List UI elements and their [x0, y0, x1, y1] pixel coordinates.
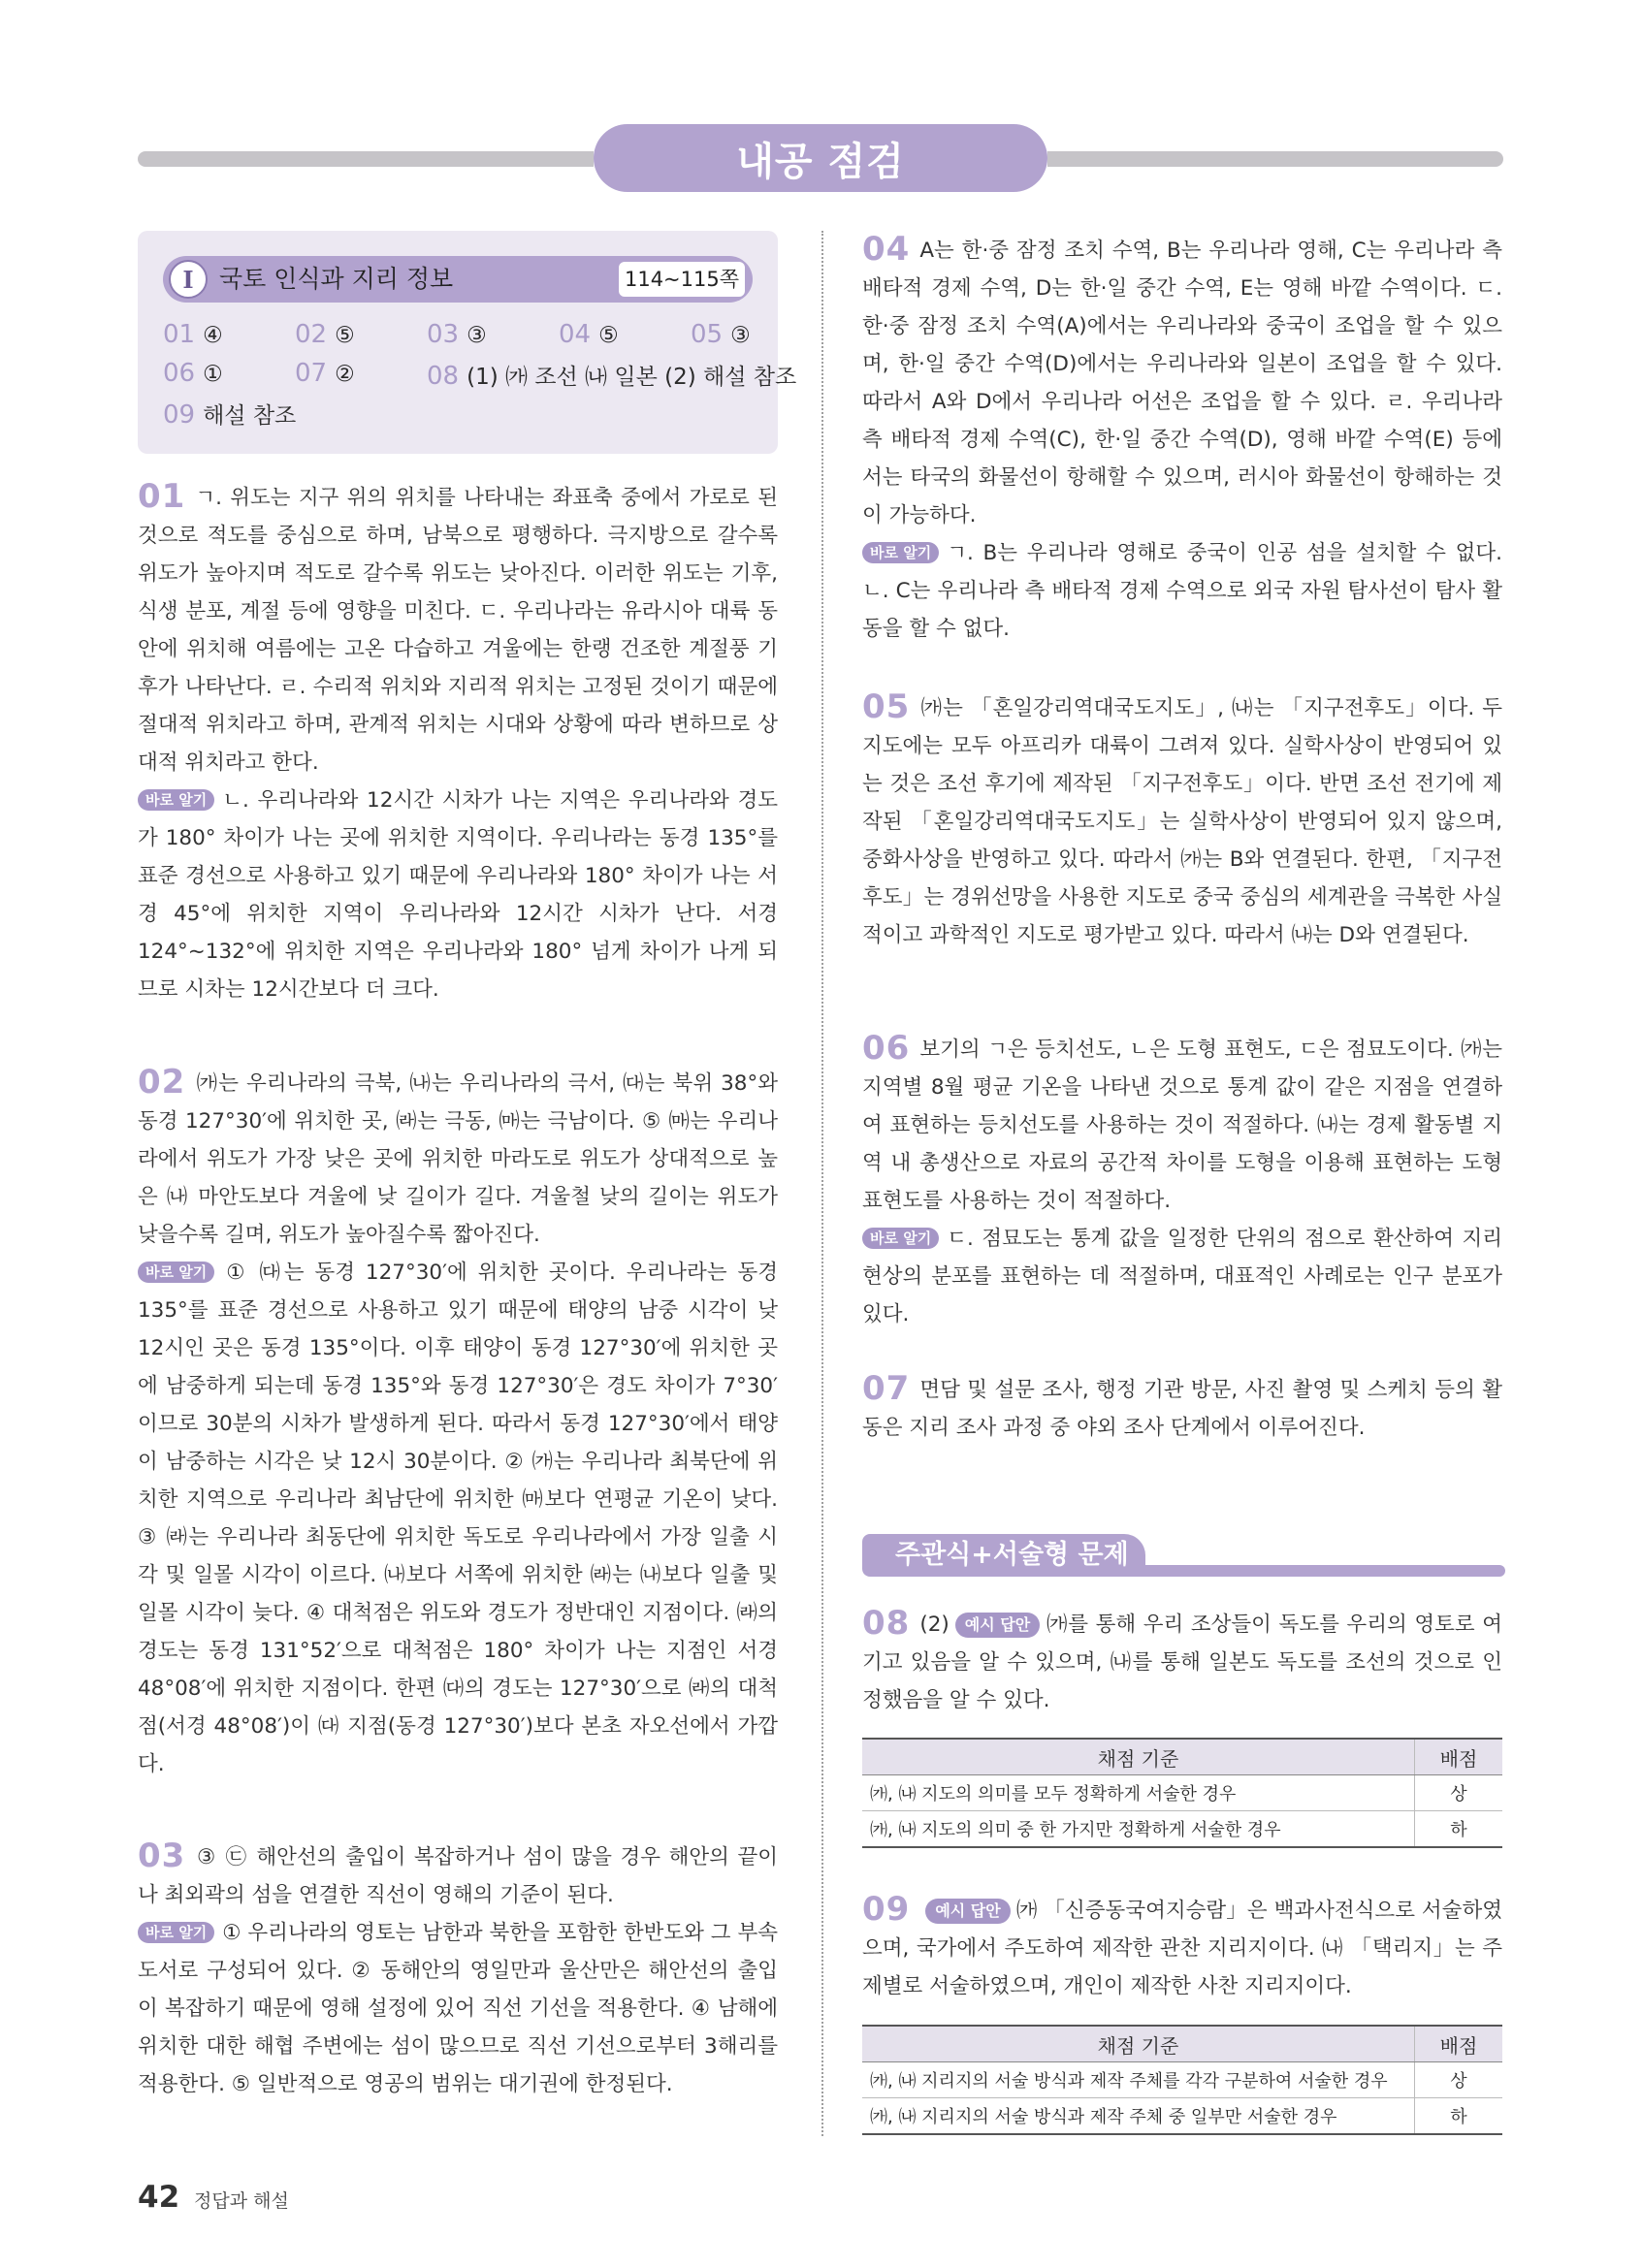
answer-item: 07 ② [295, 359, 355, 388]
explanation-text: A는 한·중 잠정 조치 수역, B는 우리나라 영해, C는 우리나라 측 배타적 경제 수역, D는 한·일 중간 수역, E는 영해 바깥 수역이다. ㄷ. 한·중 잠정 조치 수역(A)에서는 우리나라와 중국이 조업을 할 수 있으며, 한·일 중간 수역(D)에서는 우리나라와 일본이 조업을 할 수 있다. 따라서 A와 D에서 우리나라 어선은 조업을 할 수 있다. ㄹ. 우리나라 측 배타적 경제 수역(C), 한·일 중간 수역(D), 영해 바깥 수역(E) 등에서는 타국의 화물선이 항해할 수 있으며, 러시아 화물선이 항해하는 것이 가능하다. [862, 239, 1502, 527]
fix-text: ① 우리나라의 영토는 남한과 북한을 포함한 한반도와 그 부속 도서로 구성되어 있다. ② 동해안의 영일만과 울산만은 해안선의 출입이 복잡하기 때문에 영해 설정에 있어 직선 기선을 적용한다. ④ 남해에 위치한 대한 해협 주변에는 섬이 많으므로 직선 기선으로부터 3해리를 적용한다. ⑤ 일반적으로 영공의 범위는 대기권에 한정된다. [138, 1921, 778, 2096]
explanation-text: 보기의 ㄱ은 등치선도, ㄴ은 도형 표현도, ㄷ은 점묘도이다. ㈎는 지역별 8월 평균 기온을 나타낸 것으로 통계 값이 같은 지점을 연결하여 표현하는 등치선도를 사용하는 것이 적절하다. ㈏는 경제 활동별 지역 내 총생산으로 자료의 공간적 차이를 도형을 이용해 표현하는 도형 표현도를 사용하는 것이 적절하다. [862, 1038, 1502, 1213]
unit-bar [163, 256, 753, 303]
answer-item: 09 해설 참조 [163, 400, 297, 430]
answer-item: 04 ⑤ [559, 320, 619, 349]
rubric-header-criteria: 채점 기준 [862, 1739, 1415, 1775]
fix-text: ㄴ. 우리나라와 12시간 시차가 나는 지역은 우리나라와 경도가 180° 차이가 나는 곳에 위치한 지역이다. 우리나라는 동경 135°를 표준 경선으로 사용하고 있기 때문에 우리나라와 180° 차이가 나는 서경 45°에 위치한 지역이 우리나라와 12시간 시차가 난다. 서경 124°~132°에 위치한 지역은 우리나라와 180° 넘게 차이가 나게 되므로 시차는 12시간보다 더 크다. [138, 788, 778, 1002]
page-number: 42 [138, 2180, 180, 2215]
rubric-table-08 [862, 1738, 1502, 1848]
table-row: ㈎, ㈏ 지도의 의미를 모두 정확하게 서술한 경우 상 [862, 1775, 1502, 1811]
question-02: 02 ㈎는 우리나라의 극북, ㈏는 우리나라의 극서, ㈐는 북위 38°와 동경 127°30′에 위치한 곳, ㈑는 극동, ㈒는 극남이다. ⑤ ㈒는 우리나라에서 위도가 가장 낮은 곳에 위치한 마라도로 위도가 상대적으로 높은 ㈏ 마안도보다 겨울에 낮 길이가 길다. 겨울철 낮의 길이는 위도가 낮을수록 길며, 위도가 높아질수록 짧아진다. 바로 알기 ① ㈐는 동경 127°30′에 위치한 곳이다. 우리나라는 동경 135°를 표준 경선으로 사용하고 있기 때문에 태양의 남중 시각이 낮 12시인 곳은 동경 135°이다. 이후 태양이 동경 127°30′에 위치한 곳에 남중하게 되는데 동경 135°와 동경 127°30′은 경도 차이가 7°30′이므로 30분의 시차가 발생하게 된다. 따라서 동경 127°30′에서 태양이 남중하는 시각은 낮 12시 30분이다. ② ㈎는 우리나라 최북단에 위치한 지역으로 우리나라 최남단에 위치한 ㈒보다 연평균 기온이 낮다. ③ ㈑는 우리나라 최동단에 위치한 독도로 우리나라에서 가장 일출 시각 및 일몰 시각이 이르다. ㈏보다 서쪽에 위치한 ㈑는 ㈏보다 일출 및 일몰 시각이 늦다. ④ 대척점은 위도와 경도가 정반대인 지점이다. ㈑의 경도는 동경 131°52′으로 대척점은 180° 차이가 나는 지점인 서경 48°08′에 위치한 지점이다. 한편 ㈐의 경도는 127°30′으로 ㈑의 대척점(서경 48°08′)이 ㈐ 지점(동경 127°30′)보다 본초 자오선에서 가깝다. [138, 1063, 778, 1776]
explanation-text: ㈎는 우리나라의 극북, ㈏는 우리나라의 극서, ㈐는 북위 38°와 동경 127°30′에 위치한 곳, ㈑는 극동, ㈒는 극남이다. ⑤ ㈒는 우리나라에서 위도가 가장 낮은 곳에 위치한 마라도로 위도가 상대적으로 높은 ㈏ 마안도보다 겨울에 낮 길이가 길다. 겨울철 낮의 길이는 위도가 낮을수록 길며, 위도가 높아질수록 짧아진다. [138, 1071, 778, 1247]
rubric-header-score: 배점 [1415, 2026, 1503, 2062]
question-04: 04 A는 한·중 잠정 조치 수역, B는 우리나라 영해, C는 우리나라 측 배타적 경제 수역, D는 한·일 중간 수역, E는 영해 바깥 수역이다. ㄷ. 한·중 잠정 조치 수역(A)에서는 우리나라와 중국이 조업을 할 수 있으며, 한·일 중간 수역(D)에서는 우리나라와 일본이 조업을 할 수 있다. 따라서 A와 D에서 우리나라 어선은 조업을 할 수 있다. ㄹ. 우리나라 측 배타적 경제 수역(C), 한·일 중간 수역(D), 영해 바깥 수역(E) 등에서는 타국의 화물선이 항해할 수 있으며, 러시아 화물선이 항해하는 것이 가능하다. 바로 알기 ㄱ. B는 우리나라 영해로 중국이 인공 섬을 설치할 수 없다. ㄴ. C는 우리나라 측 배타적 경제 수역으로 외국 자원 탐사선이 탐사 활동을 할 수 없다. [862, 230, 1502, 641]
rubric-header-score: 배점 [1415, 1739, 1503, 1775]
unit-pages: 114~115쪽 [619, 262, 745, 297]
column-divider [821, 231, 823, 2136]
section-title: 주관식+서술형 문제 [862, 1534, 1145, 1577]
header-rule-left [138, 151, 594, 167]
fix-text: ① ㈐는 동경 127°30′에 위치한 곳이다. 우리나라는 동경 135°를 표준 경선으로 사용하고 있기 때문에 태양의 남중 시각이 낮 12시인 곳은 동경 135°이다. 이후 태양이 동경 127°30′에 위치한 곳에 남중하게 되는데 동경 135°와 동경 127°30′은 경도 차이가 7°30′이므로 30분의 시차가 발생하게 된다. 따라서 동경 127°30′에서 태양이 남중하는 시각은 낮 12시 30분이다. ② ㈎는 우리나라 최북단에 위치한 지역으로 우리나라 최남단에 위치한 ㈒보다 연평균 기온이 낮다. ③ ㈑는 우리나라 최동단에 위치한 독도로 우리나라에서 가장 일출 시각 및 일몰 시각이 이르다. ㈏보다 서쪽에 위치한 ㈑는 ㈏보다 일출 및 일몰 시각이 늦다. ④ 대척점은 위도와 경도가 정반대인 지점이다. ㈑의 경도는 동경 131°52′으로 대척점은 180° 차이가 나는 지점인 서경 48°08′에 위치한 지점이다. 한편 ㈐의 경도는 127°30′으로 ㈑의 대척점(서경 48°08′)이 ㈐ 지점(동경 127°30′)보다 본초 자오선에서 가깝다. [138, 1261, 778, 1776]
answer-item: 03 ③ [427, 320, 487, 349]
fix-badge: 바로 알기 [862, 1228, 939, 1249]
header-rule-right [1047, 151, 1503, 167]
question-07: 07 면담 및 설문 조사, 행정 기관 방문, 사진 촬영 및 스케치 등의 활동은 지리 조사 과정 중 야외 조사 단계에서 이루어진다. [862, 1369, 1502, 1440]
example-badge: 예시 답안 [925, 1899, 1010, 1924]
question-01: 01 ㄱ. 위도는 지구 위의 위치를 나타내는 좌표축 중에서 가로로 된 것으로 적도를 중심으로 하며, 남북으로 평행하다. 극지방으로 갈수록 위도가 높아지며 적도로 갈수록 위도는 낮아진다. 이러한 위도는 기후, 식생 분포, 계절 등에 영향을 미친다. ㄷ. 우리나라는 유라시아 대륙 동안에 위치해 여름에는 고온 다습하고 겨울에는 한랭 건조한 계절풍 기후가 나타난다. ㄹ. 수리적 위치와 지리적 위치는 고정된 것이기 때문에 절대적 위치라고 하며, 관계적 위치는 시대와 상황에 따라 변하므로 상대적 위치라고 한다. 바로 알기 ㄴ. 우리나라와 12시간 시차가 나는 지역은 우리나라와 경도가 180° 차이가 나는 곳에 위치한 지역이다. 우리나라는 동경 135°를 표준 경선으로 사용하고 있기 때문에 우리나라와 180° 차이가 나는 서경 45°에 위치한 지역이 우리나라와 12시간 시차가 난다. 서경 124°~132°에 위치한 지역은 우리나라와 180° 넘게 차이가 나게 되므로 시차는 12시간보다 더 크다. [138, 477, 778, 1002]
table-row: ㈎, ㈏ 지도의 의미 중 한 가지만 정확하게 서술한 경우 하 [862, 1811, 1502, 1848]
sub-number: (2) [919, 1613, 950, 1637]
answer-summary-box [138, 231, 797, 454]
fix-text: ㄱ. B는 우리나라 영해로 중국이 인공 섬을 설치할 수 없다. ㄴ. C는 우리나라 측 배타적 경제 수역으로 외국 자원 탐사선이 탐사 활동을 할 수 없다. [862, 541, 1502, 641]
section-rule [1135, 1565, 1505, 1577]
fix-badge: 바로 알기 [138, 1922, 214, 1943]
fix-text: ㄷ. 점묘도는 통계 값을 일정한 단위의 점으로 환산하여 지리 현상의 분포를 표현하는 데 적절하며, 대표적인 사례로는 인구 분포가 있다. [862, 1227, 1502, 1326]
question-09: 09 예시 답안 ㈎ 「신증동국여지승람」은 백과사전식으로 서술하였으며, 국가에서 주도하여 제작한 관찬 지리지이다. ㈏ 「택리지」는 주제별로 서술하였으며, 개인이 제작한 사찬 지리지이다. [862, 1890, 1502, 1998]
explanation-text: ㈎는 「혼일강리역대국도지도」, ㈏는 「지구전후도」이다. 두 지도에는 모두 아프리카 대륙이 그려져 있다. 실학사상이 반영되어 있는 것은 조선 후기에 제작된 「지구전후도」이다. 반면 조선 전기에 제작된 「혼일강리역대국도지도」는 실학사상이 반영되어 있지 않으며, 중화사상을 반영하고 있다. 따라서 ㈎는 B와 연결된다. 한편, 「지구전후도」는 경위선망을 사용한 지도로 중국 중심의 세계관을 극복한 사실적이고 과학적인 지도로 평가받고 있다. 따라서 ㈏는 D와 연결된다. [862, 696, 1502, 947]
rubric-table-09 [862, 2025, 1502, 2135]
page-title: 내공 점검 [594, 124, 1047, 192]
explanation-text: ㄱ. 위도는 지구 위의 위치를 나타내는 좌표축 중에서 가로로 된 것으로 적도를 중심으로 하며, 남북으로 평행하다. 극지방으로 갈수록 위도가 높아지며 적도로 갈수록 위도는 낮아진다. 이러한 위도는 기후, 식생 분포, 계절 등에 영향을 미친다. ㄷ. 우리나라는 유라시아 대륙 동안에 위치해 여름에는 고온 다습하고 겨울에는 한랭 건조한 계절풍 기후가 나타난다. ㄹ. 수리적 위치와 지리적 위치는 고정된 것이기 때문에 절대적 위치라고 하며, 관계적 위치는 시대와 상황에 따라 변하므로 상대적 위치라고 한다. [138, 486, 778, 775]
explanation-text: ③ ㉢ 해안선의 출입이 복잡하거나 섬이 많을 경우 해안의 끝이나 최외곽의 섬을 연결한 직선이 영해의 기준이 된다. [138, 1845, 778, 1907]
question-08: 08 (2) 예시 답안 ㈎를 통해 우리 조상들이 독도를 우리의 영토로 여기고 있음을 알 수 있으며, ㈏를 통해 일본도 독도를 조선의 것으로 인정했음을 알 수 있다. [862, 1604, 1502, 1712]
answer-item: 02 ⑤ [295, 320, 355, 349]
fix-badge: 바로 알기 [138, 1262, 214, 1283]
explanation-text: 면담 및 설문 조사, 행정 기관 방문, 사진 촬영 및 스케치 등의 활동은 지리 조사 과정 중 야외 조사 단계에서 이루어진다. [862, 1378, 1502, 1440]
fix-badge: 바로 알기 [862, 542, 939, 563]
table-row: ㈎, ㈏ 지리지의 서술 방식과 제작 주체를 각각 구분하여 서술한 경우 상 [862, 2062, 1502, 2098]
table-row: ㈎, ㈏ 지리지의 서술 방식과 제작 주체 중 일부만 서술한 경우 하 [862, 2098, 1502, 2135]
unit-title: 국토 인식과 지리 정보 [219, 265, 454, 293]
answer-text: ㈎ 「신증동국여지승람」은 백과사전식으로 서술하였으며, 국가에서 주도하여 제작한 관찬 지리지이다. ㈏ 「택리지」는 주제별로 서술하였으며, 개인이 제작한 사찬 지리지이다. [862, 1899, 1502, 1998]
answer-item: 01 ④ [163, 320, 223, 349]
footer-label: 정답과 해설 [194, 2190, 289, 2212]
question-03: 03 ③ ㉢ 해안선의 출입이 복잡하거나 섬이 많을 경우 해안의 끝이나 최외곽의 섬을 연결한 직선이 영해의 기준이 된다. 바로 알기 ① 우리나라의 영토는 남한과 북한을 포함한 한반도와 그 부속 도서로 구성되어 있다. ② 동해안의 영일만과 울산만은 해안선의 출입이 복잡하기 때문에 영해 설정에 있어 직선 기선을 적용한다. ④ 남해에 위치한 대한 해협 주변에는 섬이 많으므로 직선 기선으로부터 3해리를 적용한다. ⑤ 일반적으로 영공의 범위는 대기권에 한정된다. [138, 1837, 778, 2096]
answer-item: 06 ① [163, 359, 223, 388]
question-05: 05 ㈎는 「혼일강리역대국도지도」, ㈏는 「지구전후도」이다. 두 지도에는 모두 아프리카 대륙이 그려져 있다. 실학사상이 반영되어 있는 것은 조선 후기에 제작된 「지구전후도」이다. 반면 조선 전기에 제작된 「혼일강리역대국도지도」는 실학사상이 반영되어 있지 않으며, 중화사상을 반영하고 있다. 따라서 ㈎는 B와 연결된다. 한편, 「지구전후도」는 경위선망을 사용한 지도로 중국 중심의 세계관을 극복한 사실적이고 과학적인 지도로 평가받고 있다. 따라서 ㈏는 D와 연결된다. [862, 687, 1502, 947]
fix-badge: 바로 알기 [138, 789, 214, 811]
answer-text: ㈎를 통해 우리 조상들이 독도를 우리의 영토로 여기고 있음을 알 수 있으며, ㈏를 통해 일본도 독도를 조선의 것으로 인정했음을 알 수 있다. [862, 1613, 1502, 1712]
answer-item: 05 ③ [691, 320, 751, 349]
example-badge: 예시 답안 [955, 1613, 1040, 1638]
rubric-header-criteria: 채점 기준 [862, 2026, 1415, 2062]
question-06: 06 보기의 ㄱ은 등치선도, ㄴ은 도형 표현도, ㄷ은 점묘도이다. ㈎는 지역별 8월 평균 기온을 나타낸 것으로 통계 값이 같은 지점을 연결하여 표현하는 등치선도를 사용하는 것이 적절하다. ㈏는 경제 활동별 지역 내 총생산으로 자료의 공간적 차이를 도형을 이용해 표현하는 도형 표현도를 사용하는 것이 적절하다. 바로 알기 ㄷ. 점묘도는 통계 값을 일정한 단위의 점으로 환산하여 지리 현상의 분포를 표현하는 데 적절하며, 대표적인 사례로는 인구 분포가 있다. [862, 1029, 1502, 1326]
unit-number: I [169, 260, 208, 299]
answer-item: 08 (1) ㈎ 조선 ㈏ 일본 (2) 해설 참조 [427, 362, 797, 391]
